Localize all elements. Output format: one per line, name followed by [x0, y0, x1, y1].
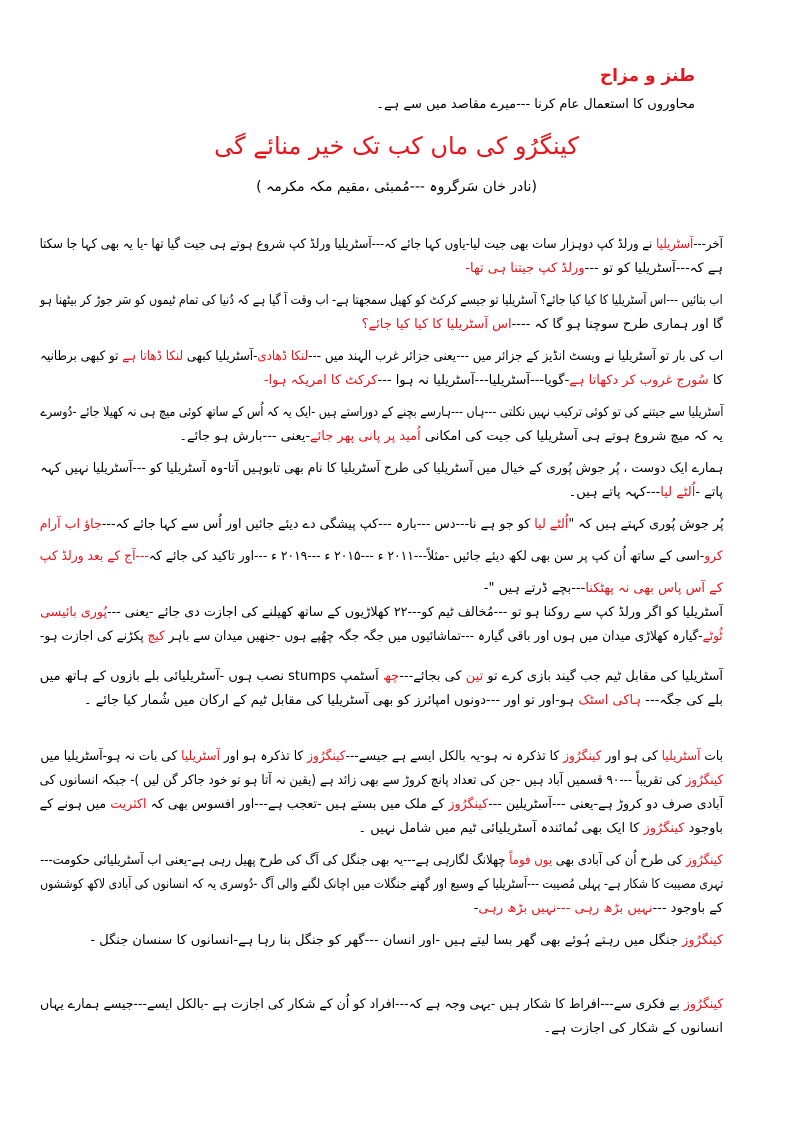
- text-span: ---بچے ڈرتے ہیں "-: [483, 581, 586, 596]
- highlighted-phrase: پُوری بائیسی: [40, 605, 108, 620]
- highlighted-phrase: کے آس پاس بھی نہ پھٹکنا: [585, 581, 723, 596]
- text-span: کی ہو اور: [601, 749, 662, 764]
- text-span: گا اور ہماری طرح سوچنا ہو گا کہ ----: [511, 317, 723, 332]
- body-line: [264, 372, 723, 390]
- highlighted-phrase: کینگرُوز: [643, 821, 685, 836]
- highlighted-phrase: آسٹریلیا: [656, 237, 694, 252]
- text-span: آسٹریلیا سے جیتنے کی تو کوئی ترکیب نہیں نکلتی ---ہاں ---ہارسے بچنے کے دوراستے ہیں -ایک یہ کہ اُس کے ساتھ کوئی میچ ہی نہ کھیلا جائے -دُوسرے: [39, 405, 723, 420]
- text-span: -یعنی ---بارش ہو جائے۔: [179, 429, 311, 444]
- author-byline: (نادر خان سَرگروہ ---مُمبئی ،مقیم مکہ مکرمہ ): [256, 179, 537, 195]
- highlighted-phrase: کینگرُوز: [448, 797, 489, 812]
- body-line: [179, 428, 723, 446]
- highlighted-phrase: لنکا ڈھادی: [257, 349, 309, 364]
- text-span: کو جو ہے نا---دس ---بارہ ---کپ پیشگی دے دیئے جائیں اور اُس سے کہا جائے کہ---: [101, 517, 534, 532]
- text-span: ہو-اور تو اور ---دونوں امپائرز کو بھی آسٹریلیا کی مقابل ٹیم کے ارکان میں شُمار کیا جائے ۔: [84, 693, 579, 708]
- text-span: تہری مصیبت کا شکار ہے- پہلی مُصیبت ---آسٹریلیا کے وسیع اور گھنے جنگلات میں اچانک لگنے والی آگ -دُوسری یہ کہ انسانوں کی آبادی لاکھ کوششوں: [39, 877, 723, 892]
- highlighted-phrase: اُمید پر پانی پھر جائے: [310, 429, 421, 444]
- highlighted-phrase: کرو: [704, 549, 723, 564]
- text-span: چھلانگ لگارہی ہے---یہ بھی جنگل کی آگ کی طرح پھیل رہی ہے-یعنی اب آسٹریلیائی حکومت---: [40, 853, 510, 868]
- text-span: کا ایک بھی نُمائندہ آسٹریلیائی ٹیم میں شامل نہیں ۔: [358, 821, 644, 836]
- text-span: اب بتائیں ---اس آسٹریلیا کا کیا کیا جائے؟ آسٹریلیا تو جیسے کرکٹ کو کھیل سمجھتا ہے- اب وقت آ گیا ہے کہ دُنیا کی تمام ٹیموں کو سَر جوڑ کر بیٹھنا ہو: [40, 293, 723, 308]
- body-line: [40, 628, 723, 646]
- highlighted-phrase: آسٹریلیا: [181, 749, 220, 764]
- highlighted-phrase: ---آج کے بعد ورلڈ کپ: [39, 549, 150, 564]
- text-span: انسانوں کے شکار کی اجازت ہے۔: [543, 1021, 723, 1036]
- text-span: میں ہونے کے: [39, 797, 111, 812]
- text-span: جنگل میں رہتے ہُوئے بھی گھر بسا لیتے ہیں -اور انسان ---گھر کو جنگل بنا رہا ہے-انسانوں کا سنسان جنگل -: [90, 933, 683, 948]
- body-line: [358, 820, 723, 838]
- body-line: [40, 292, 723, 310]
- text-span: یہ کہ میچ شروع ہوتے ہی آسٹریلیا کی جیت کی امکانی: [420, 429, 723, 444]
- text-span: آبادی صرف دو کروڑ ہے-یعنی ---آسٹریلین ---: [488, 797, 723, 812]
- highlighted-phrase: یوں فوماً: [509, 853, 553, 868]
- text-span: کے باوجود ---: [652, 901, 723, 916]
- text-span: آسٹریلیا کی مقابل ٹیم جب گیند بازی کرے تو: [483, 669, 723, 684]
- text-span: کا تذکرہ نہ ہو-یہ بالکل ایسے ہے جیسے---: [345, 749, 564, 764]
- text-span: -: [473, 901, 479, 916]
- body-line: [40, 668, 723, 686]
- text-span: کا: [708, 373, 723, 388]
- highlighted-phrase: کینگرُوز: [682, 933, 723, 948]
- text-span: -گویا---آسٹریلیا---آسٹریلیا نہ ہوا ---: [377, 373, 570, 388]
- text-span: اَسٹمپ stumps نصب ہوں -آسٹریلیائی بلے بازوں کے ہاتھ میں: [39, 669, 383, 684]
- body-line: [40, 236, 723, 254]
- body-line: [544, 1020, 723, 1038]
- highlighted-phrase: نہیں بڑھ رہی ---نہیں بڑھ رہی: [478, 901, 653, 916]
- highlighted-phrase: کینگرُوز: [685, 773, 723, 788]
- text-span: آسٹریلیا کو اگر ورلڈ کپ سے روکنا ہو تو ---مُخالف ٹیم کو---۲۲ کھلاڑیوں کے ساتھ کھیلنے کی اجازت دی جائے -یعنی ---: [107, 605, 723, 620]
- text-span: -آسٹریلیا کبھی: [182, 349, 258, 364]
- highlighted-phrase: کینگرُوز: [686, 853, 723, 868]
- text-span: کی تقریباً ---۹۰ قسمیں آباد ہیں -جن کی تعداد پانچ کروڑ سے بھی زائد ہے (یقین نہ آتا ہو تو خود جاکر گن لیں )- جبکہ انسانوں کی: [39, 773, 686, 788]
- text-span: نے ورلڈ کپ دوہزار سات بھی جیت لیا-یاوں کہا جائے کہ---آسٹریلیا ورلڈ کپ شروع ہوتے ہی جیت گیا تھا -یا یہ بھی کہا جا سکتا: [39, 237, 657, 252]
- text-span: -گیارہ کھلاڑی میدان میں ہوں اور باقی گیارہ ---تماشائیوں میں جگہ جگہ چھُپے ہوں -جنھیں میدان سے باہر: [165, 629, 703, 644]
- highlighted-phrase: چھ: [382, 669, 400, 684]
- highlighted-phrase: اکثریت: [110, 797, 147, 812]
- body-line: [40, 748, 723, 766]
- body-line: [569, 484, 723, 502]
- text-span: آخر---: [693, 237, 723, 252]
- highlighted-phrase: آسٹریلیا: [661, 749, 701, 764]
- body-line: [40, 876, 723, 894]
- body-line: [39, 516, 723, 534]
- highlighted-phrase: ورلڈ کپ جیتنا ہی تھا-: [465, 261, 585, 276]
- highlighted-phrase: اُلٹے لیا: [660, 485, 696, 500]
- text-span: تو کبھی برطانیہ: [39, 349, 123, 364]
- text-span: بلے کی جگہ---: [641, 693, 723, 708]
- article-title: کینگرُو کی ماں کب تک خیر منائے گی: [214, 132, 579, 160]
- highlighted-phrase: ٹُوٹے: [702, 629, 723, 644]
- body-line: [40, 852, 723, 870]
- text-span: باوجود: [684, 821, 723, 836]
- text-span: ہے کہ---آسٹریلیا کو تو ---: [584, 261, 723, 276]
- body-line: [474, 900, 723, 918]
- text-span: کی طرح اُن کی آبادی بھی: [552, 853, 687, 868]
- highlighted-phrase: کینگرُوز: [563, 749, 602, 764]
- text-span: اب کی بار تو آسٹریلیا نے ویسٹ انڈیز کے جزائر میں ---یعنی جزائر غرب الہند میں ---: [308, 349, 723, 364]
- body-line: [40, 772, 723, 790]
- body-line: [40, 348, 723, 366]
- highlighted-phrase: کینگرُوز: [307, 749, 346, 764]
- body-line: [40, 796, 723, 814]
- highlighted-phrase: کیچ: [147, 629, 166, 644]
- body-line: [40, 548, 723, 566]
- highlighted-phrase: لنکا ڈھاتا ہے: [122, 349, 183, 364]
- body-line: [362, 316, 723, 334]
- body-line: [40, 404, 723, 422]
- text-span: ---کہہ پاتے ہیں۔: [568, 485, 661, 500]
- body-line: [40, 996, 723, 1014]
- body-line: [465, 260, 723, 278]
- section-heading: طنز و مزاح: [599, 66, 695, 86]
- highlighted-phrase: تین: [465, 669, 484, 684]
- highlighted-phrase: جاؤ اب آرام: [39, 517, 102, 532]
- body-line: [84, 692, 723, 710]
- text-span: ہمارے ایک دوست ، پُر جوش پُوری کے خیال میں آسٹریلیا کی طرح آسٹریلیا کا نام بھی تابوہیں آتا-وہ آسٹریلیا کو ---آسٹریلیا نہیں کہہ: [39, 461, 723, 476]
- text-span: کا تذکرہ ہو اور: [219, 749, 308, 764]
- highlighted-phrase: اُلٹے لیا: [533, 517, 568, 532]
- highlighted-phrase: کینگرُوز: [683, 997, 723, 1012]
- body-line: [40, 460, 723, 478]
- text-span: پکڑنے کی اجازت ہو-: [40, 629, 148, 644]
- text-span: -اسی کے ساتھ اُن کپ پر سن بھی لکھ دیئے جائیں -مثلاً---۲۰۱۱ ء ---۲۰۱۵ ء ---۲۰۱۹ ء ---اور تاکید کی جائے کہ: [149, 549, 705, 564]
- text-span: بات: [700, 749, 723, 764]
- text-span: کی بجائے---: [399, 669, 466, 684]
- text-span: کی بات نہ ہو-آسٹریلیا میں: [40, 749, 182, 764]
- body-line: [90, 932, 723, 950]
- intro-line: محاوروں کا استعمال عام کرنا ---میرے مقاصد میں سے ہے۔: [376, 97, 695, 112]
- highlighted-phrase: کرکٹ کا امریکہ ہوا-: [263, 373, 378, 388]
- highlighted-phrase: سُورج غروب کر دکھاتا ہے: [569, 373, 709, 388]
- body-line: [40, 604, 723, 622]
- highlighted-phrase: اس آسٹریلیا کا کیا کیا جائے؟: [361, 317, 512, 332]
- text-span: بے فکری سے---افراط کا شکار ہیں -یہی وجہ ہے کہ---افراد کو اُن کے شکار کی اجازت ہے -بالکل ایسے---جیسے ہمارے یہاں: [39, 997, 684, 1012]
- text-span: کے ملک میں بستے ہیں -تعجب ہے---اور افسوس بھی کہ: [146, 797, 449, 812]
- body-line: [484, 580, 723, 598]
- text-span: پُر جوش پُوری کہتے ہیں کہ ": [567, 517, 723, 532]
- text-span: پاتے -: [695, 485, 723, 500]
- highlighted-phrase: ہاکی اسٹک: [578, 693, 642, 708]
